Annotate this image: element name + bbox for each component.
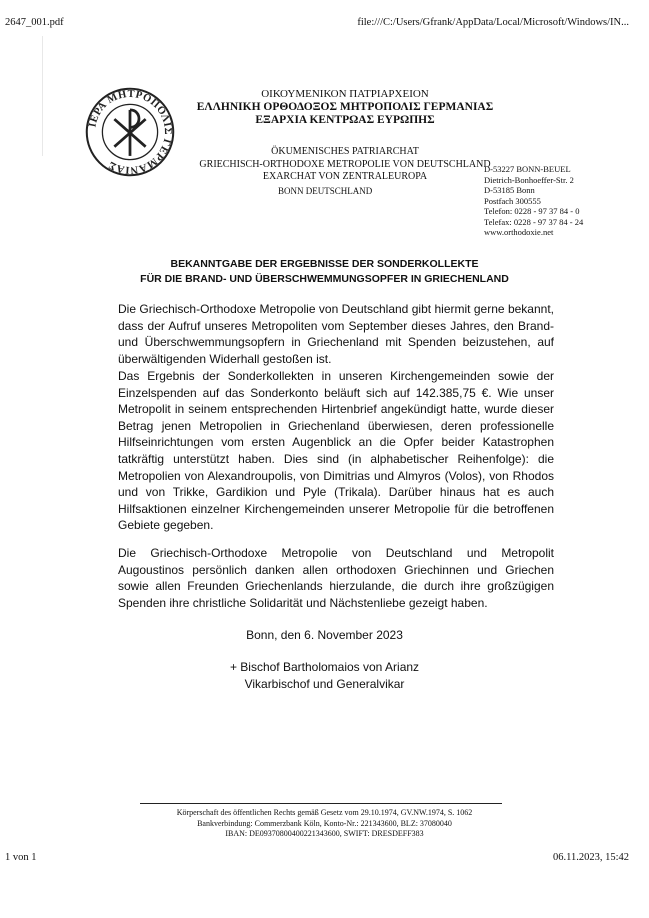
german-exarchate: EXARCHAT VON ZENTRALEUROPA bbox=[262, 171, 428, 182]
footer-legal-line: Körperschaft des öffentlichen Rechts gemäß Gesetz vom 29.10.1974, GV.NW.1974, S. 1062 bbox=[176, 808, 473, 817]
date-line: Bonn, den 6. November 2023 bbox=[246, 628, 403, 642]
website-link[interactable]: www.orthodoxie.net bbox=[484, 227, 554, 237]
german-letterhead bbox=[150, 146, 540, 184]
address-block bbox=[484, 164, 583, 238]
print-page-number: 1 von 1 bbox=[5, 852, 37, 863]
announcement-title bbox=[60, 257, 589, 287]
body-paragraph-3: Die Griechisch-Orthodoxe Metropolie von Deutschland und Metropolit Augoustinos persönlich danken allen orthodoxen Griechinnen und Griechen sowie allen Freunden Griechenlands hierzulande, die durch ihre großzügigen Spenden ihre christliche Solidarität und Nächstenliebe gezeigt haben. bbox=[118, 546, 554, 610]
print-datetime: 06.11.2023, 15:42 bbox=[552, 852, 629, 863]
german-metropolis: GRIECHISCH-ORTHODOXE METROPOLIE VON DEUTSCHLAND bbox=[199, 158, 491, 170]
signer-name: + Bischof Bartholomaios von Arianz bbox=[229, 660, 420, 674]
address-line: Telefax: 0228 - 97 37 84 - 24 bbox=[484, 216, 584, 227]
print-filename: 2647_001.pdf bbox=[5, 17, 64, 28]
address-line: D-53227 BONN-BEUEL bbox=[484, 164, 571, 174]
footer-bank-line: Bankverbindung: Commerzbank Köln, Konto-Nr.: 221343600, BLZ: 37080040 bbox=[197, 818, 452, 828]
title-line-2: FÜR DIE BRAND- UND ÜBERSCHWEMMUNGSOPFER IN GRIECHENLAND bbox=[140, 273, 509, 285]
title-line-1: BEKANNTGABE DER ERGEBNISSE DER SONDERKOLLEKTE bbox=[170, 258, 479, 270]
footer-iban-line: IBAN: DE09370800400221343600, SWIFT: DRESDEFF383 bbox=[225, 829, 424, 838]
address-line: Dietrich-Bonhoeffer-Str. 2 bbox=[484, 174, 574, 185]
footer-divider bbox=[140, 803, 502, 804]
letterhead-city: BONN DEUTSCHLAND bbox=[278, 186, 373, 196]
signer-role: Vikarbischof und Generalvikar bbox=[244, 676, 405, 691]
body-paragraph-2: Das Ergebnis der Sonderkollekten in unseren Kirchengemeinden sowie der Einzelspenden auf das Sonderkonto beläuft sich auf 142.385,75 €. Wie unser Metropolit in seinem entsprechenden Hirtenbrief angekündigt hatte, wurde dieser Betrag jenen Metropolien in Griechenland überwiesen, deren professionelle Hilfseinrichtungen vom ersten Augenblick an die Opfer beider Katastrophen tatkräftig unterstützt haben. Dies sind (in alphabetischer Reihenfolge): die Metropolien von Alexandroupolis, von Dimitrias und Almyros (Volos), von Rhodos und von Trikke, Gardikion und Pyle (Trikala). Darüber hinaus hat es auch Hilfsaktionen einzelner Kirchengemeinden unserer Metropolie für die betroffenen Gebiete gegeben. bbox=[118, 369, 554, 533]
greek-patriarchate: ΟΙΚΟΥΜΕΝΙΚΟΝ ΠΑΤΡΙΑΡΧΕΙΟΝ bbox=[261, 88, 429, 100]
svg-text:ΙΕΡΑ ΜΗΤΡΟΠΟΛΙΣ ΓΕΡΜΑΝΙΑΣ: ΙΕΡΑ ΜΗΤΡΟΠΟΛΙΣ ΓΕΡΜΑΝΙΑΣ bbox=[87, 88, 174, 176]
greek-letterhead bbox=[150, 88, 540, 127]
greek-exarchate: ΕΞΑΡΧΙΑ ΚΕΝΤΡΩΑΣ ΕΥΡΩΠΗΣ bbox=[255, 114, 435, 126]
signature-block bbox=[60, 659, 589, 692]
scan-shadow bbox=[42, 36, 43, 156]
german-patriarchate: ÖKUMENISCHES PATRIARCHAT bbox=[271, 146, 419, 157]
address-line: Postfach 300555 bbox=[484, 195, 541, 206]
print-file-url: file:///C:/Users/Gfrank/AppData/Local/Microsoft/Windows/IN... bbox=[357, 17, 629, 28]
legal-footer bbox=[100, 808, 549, 840]
greek-metropolis: ΕΛΛΗΝΙΚΗ ΟΡΘΟΔΟΞΟΣ ΜΗΤΡΟΠΟΛΙΣ ΓΕΡΜΑΝΙΑΣ bbox=[196, 101, 494, 113]
address-line: D-53185 Bonn bbox=[484, 185, 535, 195]
address-line: Telefon: 0228 - 97 37 84 - 0 bbox=[484, 206, 580, 216]
body-paragraph-1: Die Griechisch-Orthodoxe Metropolie von Deutschland gibt hiermit gerne bekannt, dass der Aufruf unseres Metropoliten vom September dieses Jahres, den Brand- und Überschwemmungsopfern in Griechenland mit Spenden beizustehen, auf überwältigenden Widerhall gestoßen ist. bbox=[118, 302, 554, 366]
